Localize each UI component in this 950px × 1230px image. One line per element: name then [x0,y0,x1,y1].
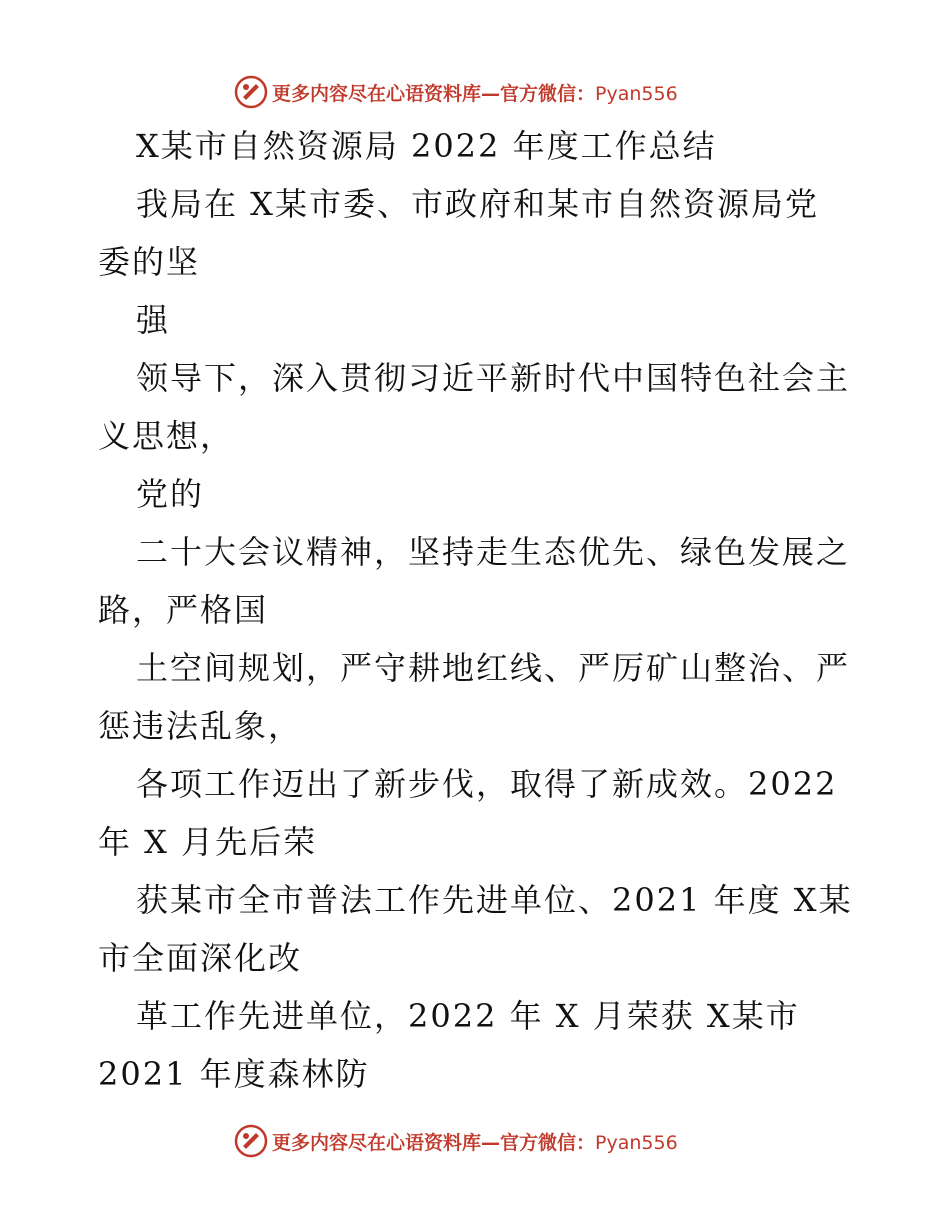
paragraph-line: 2021 年度森林防 [98,1055,370,1093]
paragraph-line: 惩违法乱象， [98,707,303,745]
paragraph-line: 我局在 X某市委、市政府和某市自然资源局党 [136,185,819,223]
watermark-text: 更多内容尽在心语资料库—官方微信：Pyan556 [272,82,678,105]
paragraph-line: 二十大会议精神，坚持走生态优先、绿色发展之 [136,533,851,571]
header-watermark [234,72,754,112]
seal-logo-icon [234,75,268,109]
paragraph-line: 强 [136,301,171,339]
watermark-text: 更多内容尽在心语资料库—官方微信：Pyan556 [272,1131,678,1154]
paragraph-line: 获某市全市普法工作先进单位、2021 年度 X某 [136,881,853,919]
paragraph-line: 各项工作迈出了新步伐，取得了新成效。2022 [136,765,838,803]
paragraph-line: 路，严格国 [98,591,269,629]
paragraph-line: 土空间规划，严守耕地红线、严厉矿山整治、严 [136,649,851,687]
document-title: X某市自然资源局 2022 年度工作总结 [136,127,717,165]
paragraph-line: 义思想， [98,417,235,455]
seal-logo-icon [234,1124,268,1158]
footer-watermark [234,1121,754,1161]
paragraph-line: 革工作先进单位，2022 年 X 月荣获 X某市 [136,997,800,1035]
paragraph-line: 领导下，深入贯彻习近平新时代中国特色社会主 [136,359,851,397]
paragraph-line: 市全面深化改 [98,939,303,977]
paragraph-line: 党的 [136,475,205,513]
paragraph-line: 委的坚 [98,243,201,281]
paragraph-line: 年 X 月先后荣 [98,823,318,861]
